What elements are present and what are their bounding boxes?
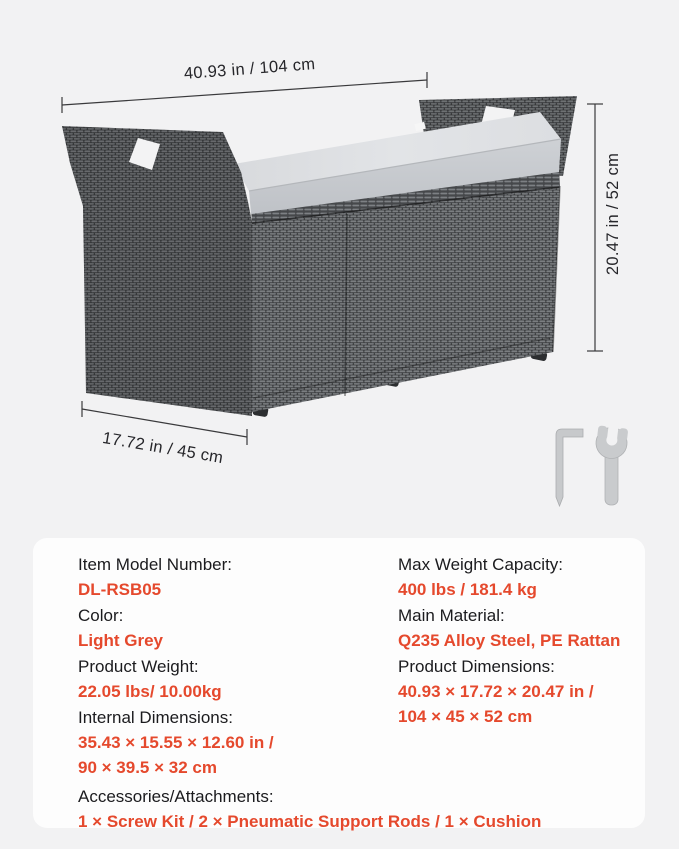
- spec-product-dimensions: [398, 654, 620, 729]
- spec-column-right: [398, 552, 620, 781]
- width-dimension-label: 40.93 in / 104 cm: [183, 55, 316, 83]
- spec-label: Main Material:: [398, 606, 505, 625]
- spec-card: [33, 538, 645, 831]
- spec-label: Color:: [78, 606, 124, 625]
- bench-left-armrest: [62, 126, 252, 416]
- spec-value: DL-RSB05: [78, 580, 162, 599]
- wrench-icon: [594, 420, 629, 505]
- spec-product-weight: [78, 654, 398, 704]
- spec-label: Accessories/Attachments:: [78, 787, 274, 806]
- width-dimension-line: [62, 80, 427, 105]
- allen-key-icon: [556, 429, 583, 506]
- assembly-tools: [556, 420, 629, 506]
- spec-internal-dimensions: [78, 705, 398, 780]
- spec-label: Item Model Number:: [78, 555, 232, 574]
- spec-value: Light Grey: [78, 631, 164, 650]
- box-front-face: [252, 186, 560, 412]
- spec-label: Internal Dimensions:: [78, 708, 233, 727]
- spec-color: [78, 603, 398, 653]
- spec-label: Max Weight Capacity:: [398, 555, 564, 574]
- spec-value: 35.43 × 15.55 × 12.60 in /: [78, 733, 274, 752]
- spec-value: 1 × Screw Kit / 2 × Pneumatic Support Rods / 1 × Cushion: [78, 812, 542, 831]
- spec-value: Q235 Alloy Steel, PE Rattan: [398, 631, 621, 650]
- spec-value: 90 × 39.5 × 32 cm: [78, 758, 217, 777]
- spec-item-model-number: [78, 552, 398, 602]
- spec-accessories: [78, 784, 615, 834]
- bench-box-front: [252, 186, 560, 412]
- spec-value: 104 × 45 × 52 cm: [398, 707, 533, 726]
- spec-value: 22.05 lbs/ 10.00kg: [78, 682, 222, 701]
- spec-column-left: [78, 552, 398, 781]
- spec-label: Product Dimensions:: [398, 657, 555, 676]
- left-panel-shade: [62, 126, 252, 416]
- height-dimension-label: 20.47 in / 52 cm: [604, 152, 622, 276]
- height-dimension: [587, 104, 603, 351]
- spec-max-weight-capacity: [398, 552, 620, 602]
- spec-label: Product Weight:: [78, 657, 199, 676]
- spec-value: 40.93 × 17.72 × 20.47 in /: [398, 682, 594, 701]
- depth-dimension-label: 17.72 in / 45 cm: [101, 429, 225, 468]
- spec-columns: [78, 552, 621, 781]
- spec-value: 400 lbs / 181.4 kg: [398, 580, 537, 599]
- spec-main-material: [398, 603, 620, 653]
- storage-bench-illustration: [62, 96, 577, 417]
